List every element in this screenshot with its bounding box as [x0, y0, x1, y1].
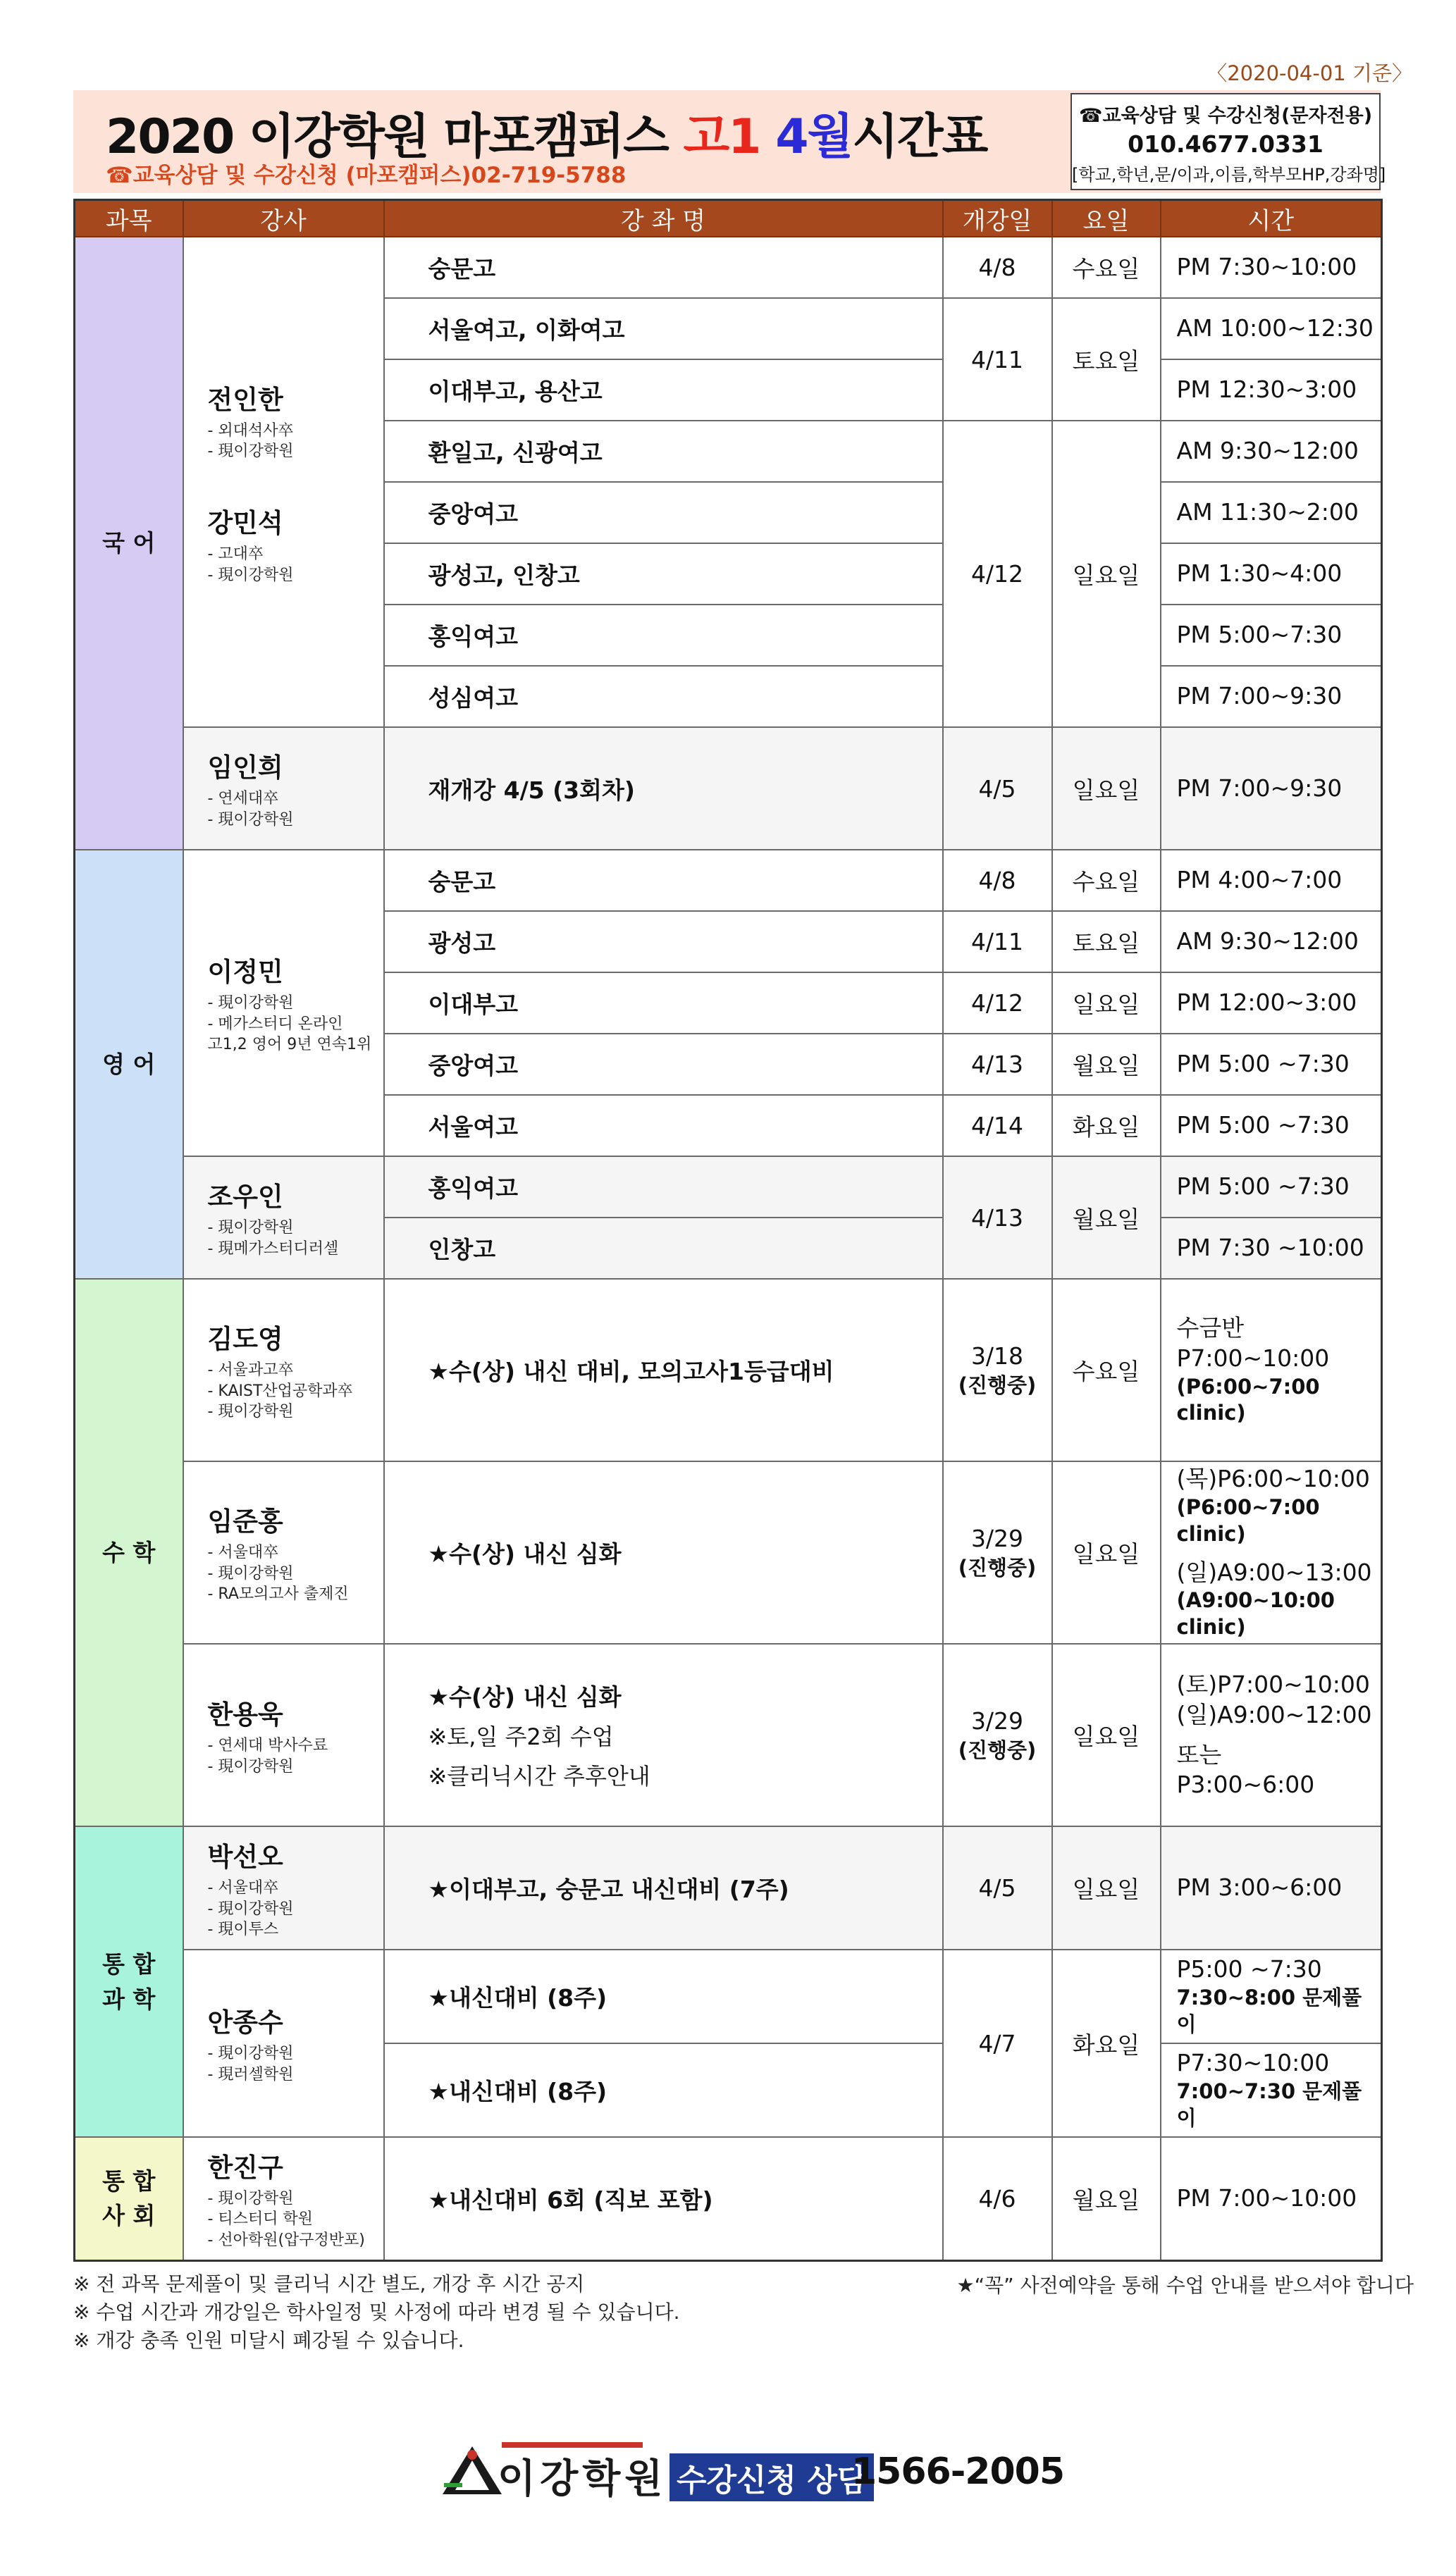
course-name: 숭문고: [384, 850, 943, 911]
teacher-name: 이정민: [207, 956, 283, 987]
class-time: PM 3:00~6:00: [1161, 1826, 1382, 1950]
table-row: [75, 1461, 1382, 1644]
teacher-info: - 現이강학원 - 現러셀학원: [207, 2045, 294, 2083]
start-date: 4/6: [943, 2137, 1052, 2260]
table-row: [75, 727, 1382, 850]
course-name: 광성고, 인창고: [384, 543, 943, 605]
day: 월요일: [1052, 2137, 1161, 2260]
subject-korean: 국 어: [75, 237, 183, 850]
teacher-han-jingu: [183, 2137, 384, 2260]
start-date: 4/5: [943, 727, 1052, 850]
start-date: 4/5: [943, 1826, 1052, 1950]
start-date: 4/11: [943, 298, 1052, 421]
course-name: 광성고: [384, 911, 943, 972]
teacher-info: - 서울과고卒 - KAIST산업공학과卒 - 現이강학원: [207, 1361, 353, 1421]
course-name: 서울여고: [384, 1095, 943, 1156]
class-time: PM 5:00 ~7:30: [1161, 1034, 1382, 1095]
day: 토요일: [1052, 298, 1161, 421]
table-row: [75, 1279, 1382, 1461]
footnote: ※ 전 과목 문제풀이 및 클리닉 시간 별도, 개강 후 시간 공지: [73, 2272, 585, 2296]
column-header-start-date: 개강일: [943, 200, 1052, 237]
time-line: (토)P7:00~10:00: [1176, 1670, 1370, 1698]
course-note: ※토,일 주2회 수업: [428, 1723, 614, 1750]
start-date: 4/12: [943, 421, 1052, 727]
teacher-name: 전인한: [207, 384, 283, 415]
table-header-row: [75, 200, 1382, 237]
day: 일요일: [1052, 1461, 1161, 1644]
column-header-teacher: 강사: [183, 200, 384, 237]
class-time: AM 10:00~12:30: [1161, 298, 1382, 359]
course-name: 성심여고: [384, 666, 943, 727]
table-row: [75, 1156, 1382, 1218]
time-line: P7:30~10:00: [1176, 2049, 1330, 2077]
class-time-cell: [1161, 1279, 1382, 1461]
header-banner: [73, 90, 1386, 193]
day: 수요일: [1052, 237, 1161, 298]
teacher-name: 안종수: [207, 2007, 283, 2038]
table-row: [75, 237, 1382, 298]
start-date: 4/7: [943, 1950, 1052, 2137]
in-progress-label: (진행중): [958, 1373, 1037, 1397]
column-header-subject: 과목: [75, 200, 183, 237]
day: 토요일: [1052, 911, 1161, 972]
footer: [437, 2442, 1071, 2502]
subject-social: 통 합 사 회: [75, 2137, 183, 2260]
subject-science: 통 합 과 학: [75, 1826, 183, 2137]
teacher-info: - 現이강학원 - 메가스터디 온라인 고1,2 영어 9년 연속1위: [207, 993, 372, 1054]
table-row: [75, 1950, 1382, 2043]
class-time-cell: [1161, 2043, 1382, 2137]
class-time: PM 7:00~9:30: [1161, 727, 1382, 850]
teacher-han-yonguk: [183, 1644, 384, 1826]
in-progress-label: (진행중): [958, 1555, 1037, 1580]
teacher-lee: [183, 850, 384, 1156]
clinic-time: (P6:00~7:00 clinic): [1176, 1374, 1320, 1425]
class-time-cell: [1161, 1950, 1382, 2043]
title-grade: 고1: [683, 109, 760, 165]
course-name: 환일고, 신광여고: [384, 421, 943, 482]
clinic-time: (A9:00~10:00 clinic): [1176, 1588, 1335, 1640]
teacher-kim: [183, 1279, 384, 1461]
teacher-name: 박선오: [207, 1841, 283, 1872]
teacher-name: 강민석: [207, 508, 283, 538]
contact-instructions: [학교,학년,문/이과,이름,학부모HP,강좌명]: [1072, 165, 1386, 185]
course-cell: [384, 1644, 943, 1826]
course-name: ★수(상) 내신 심화: [428, 1683, 622, 1711]
class-time: PM 7:00~9:30: [1161, 666, 1382, 727]
start-date: 3/29: [970, 1707, 1024, 1735]
teacher-info: - 現이강학원 - 現메가스터디러셀: [207, 1219, 339, 1258]
start-date: 3/29: [970, 1524, 1024, 1552]
start-date: 4/14: [943, 1095, 1052, 1156]
course-name: 중앙여고: [384, 482, 943, 543]
time-line: P3:00~6:00: [1176, 1771, 1315, 1799]
footnotes: [73, 2270, 680, 2355]
start-date-cell: [943, 1461, 1052, 1644]
class-time: PM 5:00~7:30: [1161, 605, 1382, 666]
table-row: [75, 1826, 1382, 1950]
start-date: 4/8: [943, 237, 1052, 298]
column-header-course: 강 좌 명: [384, 200, 943, 237]
table-row: [75, 2137, 1382, 2260]
teacher-jeon: [208, 378, 383, 462]
day: 일요일: [1052, 1826, 1161, 1950]
course-name: 홍익여고: [384, 605, 943, 666]
enrollment-cta: 수강신청 상담: [670, 2453, 874, 2501]
day: 화요일: [1052, 1950, 1161, 2137]
course-name: ★수(상) 내신 대비, 모의고사1등급대비: [384, 1279, 943, 1461]
start-date: 3/18: [970, 1342, 1024, 1370]
teacher-name: 한용욱: [207, 1699, 283, 1730]
footnote: ※ 수업 시간과 개강일은 학사일정 및 사정에 따라 변경 될 수 있습니다.: [73, 2301, 680, 2324]
reservation-note: ★“꼭” 사전예약을 통해 수업 안내를 받으셔야 합니다: [956, 2274, 1414, 2297]
start-date: 4/11: [943, 911, 1052, 972]
course-name: 홍익여고: [384, 1156, 943, 1218]
course-name: 인창고: [384, 1218, 943, 1279]
class-time: PM 5:00 ~7:30: [1161, 1156, 1382, 1218]
class-time: PM 7:30~10:00: [1161, 237, 1382, 298]
teacher-lim-junhong: [183, 1461, 384, 1644]
class-time: AM 9:30~12:00: [1161, 421, 1382, 482]
course-note: ※클리닉시간 추후안내: [428, 1763, 650, 1790]
class-time: PM 1:30~4:00: [1161, 543, 1382, 605]
class-time: PM 5:00 ~7:30: [1161, 1095, 1382, 1156]
teacher-info: - 고대卒 - 現이강학원: [207, 545, 294, 584]
title-month: 4월: [775, 109, 853, 165]
problem-solving-time: 7:30~8:00 문제풀이: [1176, 1986, 1362, 2036]
clinic-time: (P6:00~7:00 clinic): [1176, 1495, 1320, 1546]
teacher-name: 김도영: [207, 1323, 283, 1354]
problem-solving-time: 7:00~7:30 문제풀이: [1176, 2079, 1362, 2130]
course-name: ★내신대비 (8주): [384, 2043, 943, 2137]
teacher-info: - 서울대卒 - 現이강학원 - RA모의고사 출제진: [207, 1543, 349, 1604]
day: 일요일: [1052, 1644, 1161, 1826]
course-name: ★수(상) 내신 심화: [384, 1461, 943, 1644]
course-name: ★이대부고, 숭문고 내신대비 (7주): [384, 1826, 943, 1950]
class-time: PM 4:00~7:00: [1161, 850, 1382, 911]
logo-bar: [502, 2442, 643, 2448]
teacher-info: - 現이강학원 - 티스터디 학원 - 선아학원(압구정반포): [207, 2189, 365, 2250]
subject-math: 수 학: [75, 1279, 183, 1826]
time-line: (일)A9:00~13:00: [1176, 1558, 1372, 1586]
time-line: (목)P6:00~10:00: [1176, 1465, 1370, 1493]
teacher-cell: [183, 237, 384, 727]
teacher-ahn: [183, 1950, 384, 2137]
class-time: PM 12:30~3:00: [1161, 359, 1382, 421]
class-time-cell: [1161, 1644, 1382, 1826]
day: 월요일: [1052, 1156, 1161, 1279]
timetable: [73, 199, 1383, 2262]
contact-box: [1071, 93, 1386, 190]
campus-phone: ☎교육상담 및 수강신청 (마포캠퍼스)02-719-5788: [106, 163, 627, 188]
teacher-name: 임인희: [207, 753, 283, 784]
course-name: 재개강 4/5 (3회차): [384, 727, 943, 850]
contact-number: 010.4677.0331: [1128, 130, 1324, 158]
footnote: ※ 개강 충족 인원 미달시 폐강될 수 있습니다.: [73, 2329, 464, 2353]
start-date: 4/8: [943, 850, 1052, 911]
time-line: 수금반: [1176, 1313, 1245, 1342]
column-header-day: 요일: [1052, 200, 1161, 237]
in-progress-label: (진행중): [958, 1738, 1037, 1762]
teacher-info: - 서울대卒 - 現이강학원 - 現이투스: [207, 1878, 294, 1939]
start-date: 4/13: [943, 1156, 1052, 1279]
class-time: PM 12:00~3:00: [1161, 972, 1382, 1034]
teacher-name: 임준홍: [207, 1506, 283, 1537]
title-prefix: 2020 이강학원 마포캠퍼스: [106, 109, 684, 165]
day: 일요일: [1052, 421, 1161, 727]
course-name: 중앙여고: [384, 1034, 943, 1095]
column-header-time: 시간: [1161, 200, 1382, 237]
teacher-jo: [183, 1156, 384, 1279]
course-name: 숭문고: [384, 237, 943, 298]
teacher-kang: [208, 502, 383, 586]
contact-label: ☎교육상담 및 수강신청(문자전용): [1078, 105, 1373, 127]
day: 일요일: [1052, 972, 1161, 1034]
day: 일요일: [1052, 727, 1161, 850]
teacher-park: [183, 1826, 384, 1950]
class-time: PM 7:30 ~10:00: [1161, 1218, 1382, 1279]
start-date-cell: [943, 1644, 1052, 1826]
date-tag: 〈2020-04-01 기준〉: [1207, 61, 1412, 85]
course-name: 서울여고, 이화여고: [384, 298, 943, 359]
teacher-info: - 연세대卒 - 現이강학원: [207, 790, 294, 829]
course-name: ★내신대비 6회 (직보 포함): [384, 2137, 943, 2260]
day: 월요일: [1052, 1034, 1161, 1095]
class-time: PM 7:00~10:00: [1161, 2137, 1382, 2260]
title-suffix: 시간표: [852, 109, 987, 165]
subject-english: 영 어: [75, 850, 183, 1279]
start-date-cell: [943, 1279, 1052, 1461]
class-time: AM 9:30~12:00: [1161, 911, 1382, 972]
time-line: (일)A9:00~12:00: [1176, 1700, 1372, 1728]
footer-phone: 1566-2005: [851, 2451, 1065, 2493]
academy-logo-text: 이강학원: [498, 2456, 667, 2502]
start-date: 4/13: [943, 1034, 1052, 1095]
teacher-name: 한진구: [207, 2152, 283, 2183]
course-name: ★내신대비 (8주): [384, 1950, 943, 2043]
teacher-name: 조우인: [207, 1182, 283, 1213]
time-line: 또는: [1176, 1740, 1222, 1769]
class-time: AM 11:30~2:00: [1161, 482, 1382, 543]
day: 수요일: [1052, 1279, 1161, 1461]
academy-logo-icon: [437, 2442, 507, 2498]
time-line: P5:00 ~7:30: [1176, 1955, 1322, 1983]
time-line: P7:00~10:00: [1176, 1344, 1330, 1372]
start-date: 4/12: [943, 972, 1052, 1034]
teacher-info: - 외대석사卒 - 現이강학원: [207, 421, 294, 461]
day: 화요일: [1052, 1095, 1161, 1156]
day: 수요일: [1052, 850, 1161, 911]
table-row: [75, 850, 1382, 911]
teacher-info: - 연세대 박사수료 - 現이강학원: [207, 1736, 328, 1776]
course-name: 이대부고: [384, 972, 943, 1034]
teacher-lim-inhee: [183, 727, 384, 850]
table-row: [75, 1644, 1382, 1826]
class-time-cell: [1161, 1461, 1382, 1644]
course-name: 이대부고, 용산고: [384, 359, 943, 421]
